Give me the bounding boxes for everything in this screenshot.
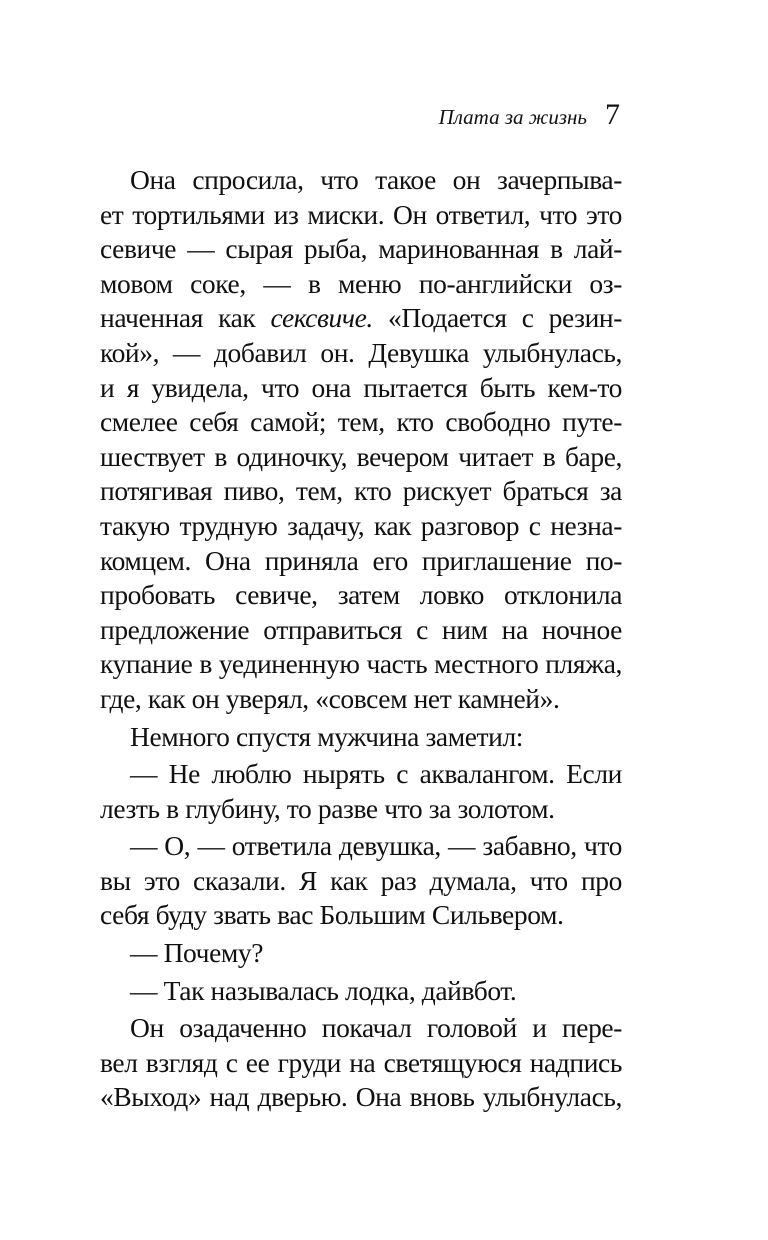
page-number: 7 (605, 98, 620, 131)
text-line: Немного спустя мужчина заметил: (130, 720, 524, 752)
text-line: купание в уединенную часть местного пляжа, (100, 648, 622, 680)
body-text (100, 163, 622, 1115)
text-line: севиче — сырая рыба, маринованная в лай- (100, 233, 622, 265)
text-line: шествует в одиночку, вечером читает в баре, (100, 440, 622, 472)
text-line: себя буду звать вас Большим Сильвером. (100, 899, 564, 931)
text-line: где, как он уверял, «совсем нет камней». (100, 682, 560, 714)
text-line: — О, — ответила девушка, — забавно, что (130, 830, 622, 862)
running-head (439, 98, 620, 138)
text-line: предложение отправиться с ним на ночное (100, 613, 622, 645)
text-run: «Подается с резин- (372, 302, 622, 334)
text-line: комцем. Она приняла его приглашение по- (100, 544, 622, 576)
text-line: Она спросила, что такое он зачерпыва- (130, 164, 622, 195)
text-line: смелее себя самой; тем, кто свободно путе- (100, 406, 622, 438)
text-line: пробовать севиче, затем ловко отклонила (100, 579, 622, 611)
text-line: «Выход» над дверью. Она вновь улыбнулась, (100, 1081, 622, 1113)
text-run: наченная как (100, 302, 271, 334)
text-line: — Почему? (130, 937, 264, 969)
text-line (100, 301, 622, 336)
text-line: — Не люблю нырять с аквалангом. Если (130, 758, 622, 790)
text-line: лезть в глубину, то разве что за золотом. (100, 792, 555, 824)
text-line: такую трудную задачу, как разговор с незна- (100, 509, 622, 541)
text-line: мовом соке, — в меню по-английски оз- (100, 267, 622, 299)
text-line: вы это сказали. Я как раз думала, что про (100, 864, 622, 896)
text-line: ет тортильями из миски. Он ответил, что это (100, 198, 622, 230)
text-line: и я увидела, что она пытается быть кем-то (100, 371, 622, 403)
text-line: потягивая пиво, тем, кто рискует браться за (100, 475, 622, 507)
text-line: Он озадаченно покачал головой и пере- (130, 1012, 622, 1044)
text-line: — Так называлась лодка, дайвбот. (130, 974, 517, 1006)
emphasized-word: сексвиче. (270, 302, 373, 334)
text-line: вел взгляд с ее груди на светящуюся надпись (100, 1046, 622, 1078)
text-line: кой», — добавил он. Девушка улыбнулась, (100, 336, 622, 368)
running-title: Плата за жизнь (438, 105, 587, 129)
